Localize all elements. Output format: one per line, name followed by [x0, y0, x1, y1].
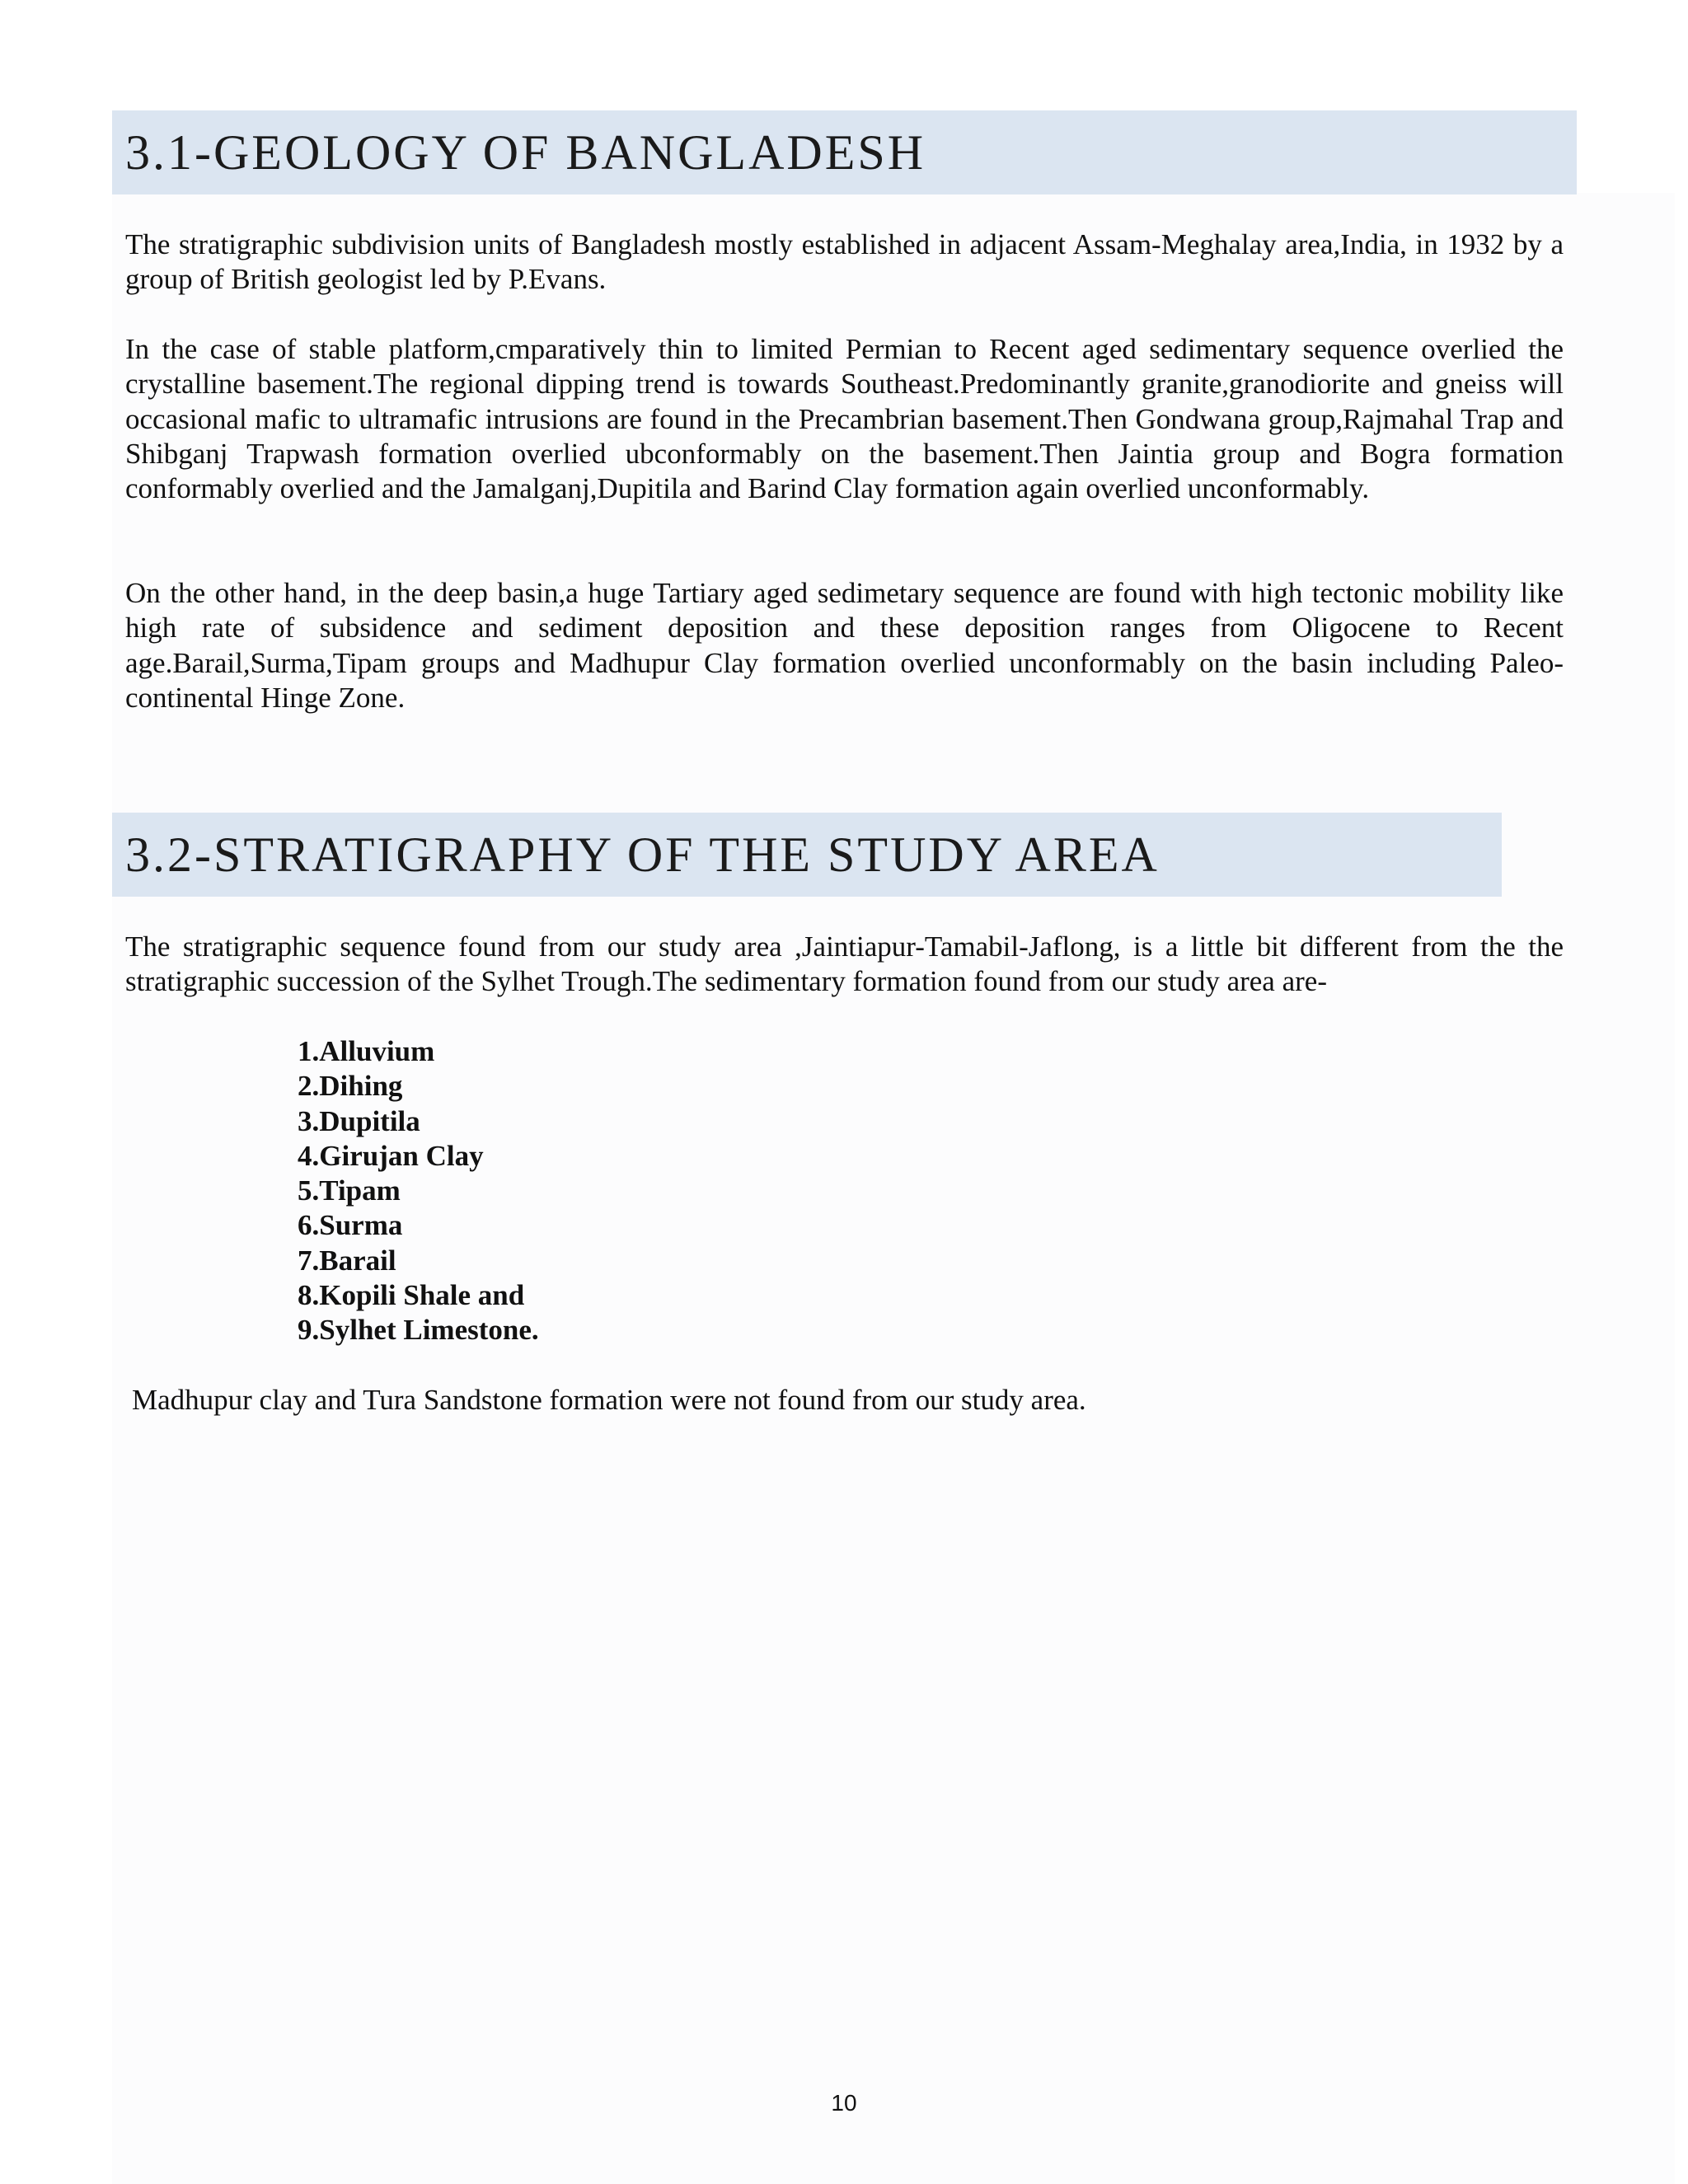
paragraph-deep-basin: On the other hand, in the deep basin,a huge Tartiary aged sedimetary sequence are found with high tectonic mobility like high rate of subsidence and sediment deposition and these deposition ranges from Oligocene to Recent age.Barail,Surma,Tipam groups and Madhupur Clay formation overlied unconformably on the basin including Paleo-continental Hinge Zone. — [125, 577, 1564, 714]
formation-item: 3.Dupitila — [298, 1104, 420, 1137]
section-heading-geology — [112, 110, 1577, 194]
formation-item: 7.Barail — [298, 1244, 396, 1277]
section-title-stratigraphy: 3.2-STRATIGRAPHY OF THE STUDY AREA — [125, 827, 1160, 882]
formation-item: 8.Kopili Shale and — [298, 1279, 525, 1312]
formation-item: 5.Tipam — [298, 1174, 401, 1207]
closing-note: Madhupur clay and Tura Sandstone formation were not found from our study area. — [132, 1384, 1086, 1416]
paragraph-study-area-intro: The stratigraphic sequence found from our study area ,Jaintiapur-Tamabil-Jaflong, is a little bit different from the the stratigraphic succession of the Sylhet Trough.The sedimentary formation found from our study area are- — [125, 930, 1564, 998]
formation-item: 9.Sylhet Limestone. — [298, 1314, 539, 1347]
formation-item: 1.Alluvium — [298, 1035, 435, 1067]
section-title-geology: 3.1-GEOLOGY OF BANGLADESH — [125, 124, 926, 180]
formation-item: 6.Surma — [298, 1209, 403, 1242]
page-number: 10 — [831, 2090, 857, 2116]
paragraph-stratigraphic-units: The stratigraphic subdivision units of Bangladesh mostly established in adjacent Assam-Meghalay area,India, in 1932 by a group of British geologist led by P.Evans. — [125, 228, 1564, 296]
formation-item: 2.Dihing — [298, 1070, 403, 1103]
paragraph-stable-platform: In the case of stable platform,cmparatively thin to limited Permian to Recent aged sedimentary sequence overlied the crystalline basement.The regional dipping trend is towards Southeast.Predominantly granite,granodiorite and gneiss will occasional mafic to ultramafic intrusions are found in the Precambrian basement.Then Gondwana group,Rajmahal Trap and Shibganj Trapwash formation overlied ubconformably on the basement.Then Jaintia group and Bogra formation conformably overlied and the Jamalganj,Dupitila and Barind Clay formation again overlied unconformably. — [125, 333, 1564, 505]
section-heading-stratigraphy — [112, 813, 1502, 897]
formation-item: 4.Girujan Clay — [298, 1139, 484, 1172]
formation-list — [298, 1034, 539, 1348]
